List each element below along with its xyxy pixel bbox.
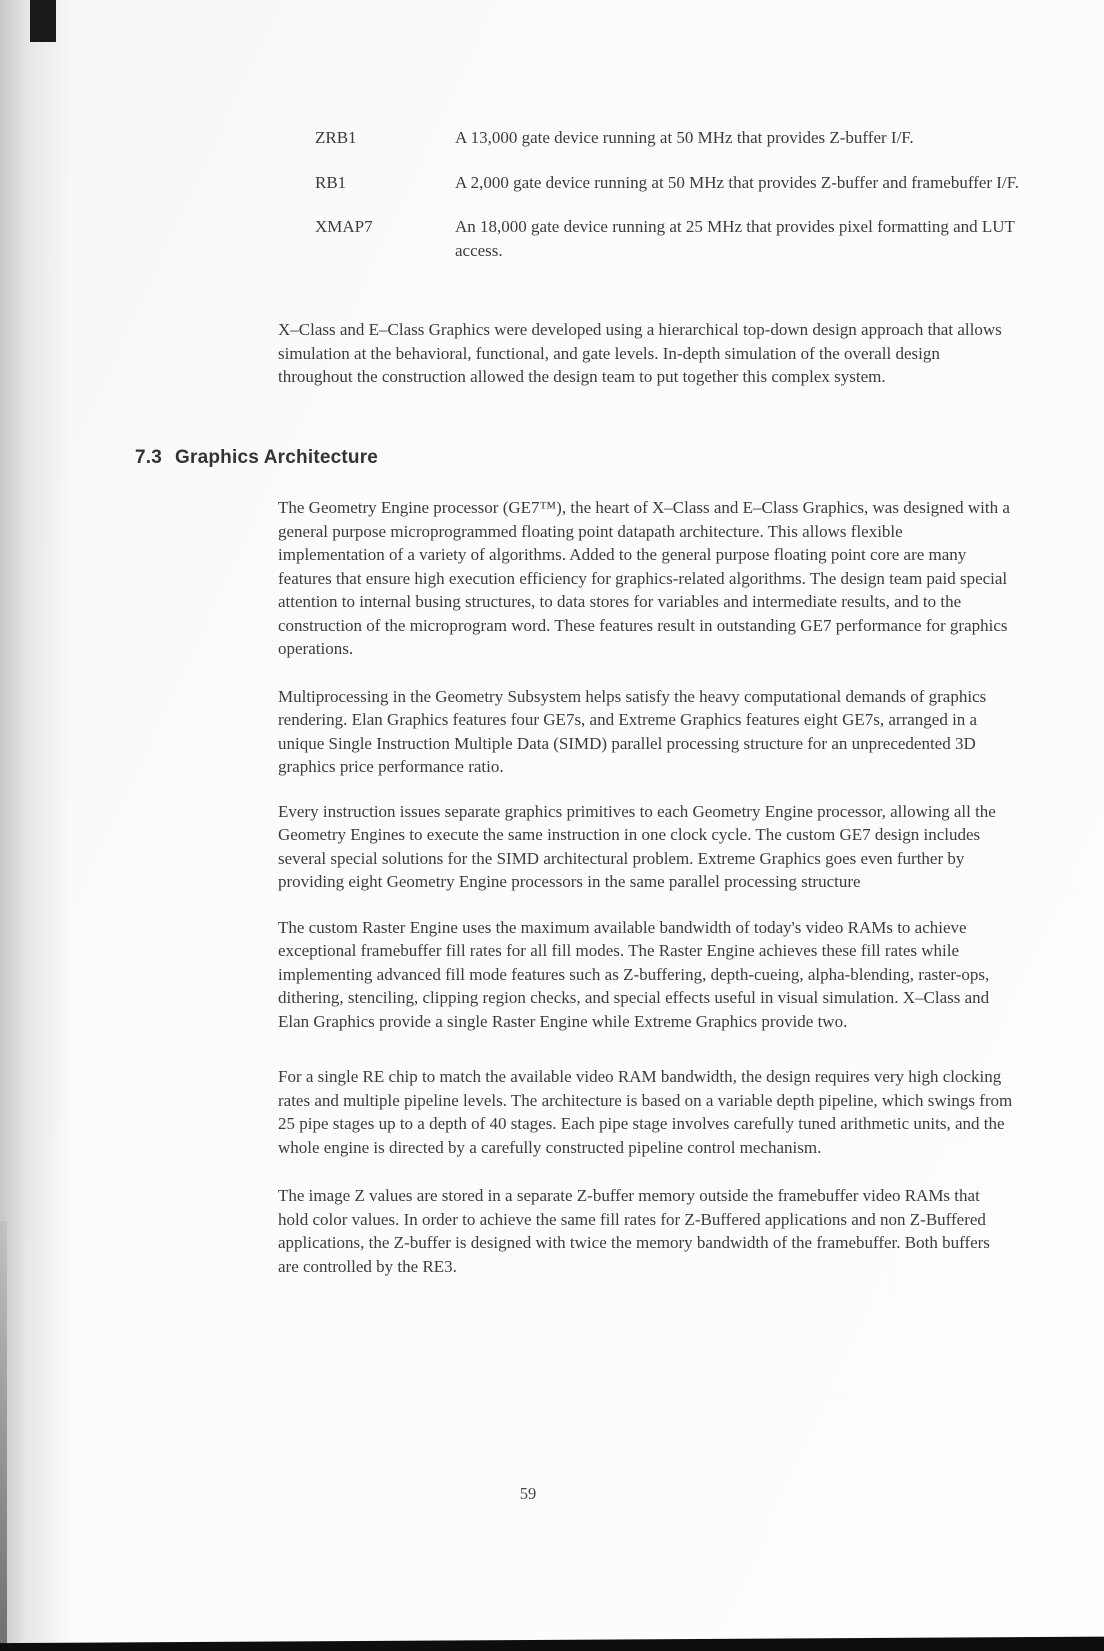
- definition-description: A 13,000 gate device running at 50 MHz that provides Z-buffer I/F.: [455, 128, 914, 147]
- section-body: [278, 496, 1013, 1278]
- body-paragraph-raster-engine: The custom Raster Engine uses the maximum available bandwidth of today's video RAMs to achieve exceptional framebuffer fill rates for all fill modes. The Raster Engine achieves these fill rates while implementing advanced fill mode features such as Z-buffering, depth-cueing, alpha-blending, raster-ops, dithering, stenciling, clipping region checks, and special effects useful in visual simulation. X–Class and Elan Graphics provide a single Raster Engine while Extreme Graphics provide two.: [278, 917, 990, 1031]
- scan-artifact-top-left: [30, 0, 56, 42]
- intro-paragraph: X–Class and E–Class Graphics were developed using a hierarchical top-down design approach that allows simulation at the behavioral, functional, and gate levels. In-depth simulation of the overall design throughout the construction allowed the design team to put together this complex system.: [278, 320, 1002, 386]
- body-paragraph-re-pipeline: For a single RE chip to match the available video RAM bandwidth, the design requires very high clocking rates and multiple pipeline levels. The architecture is based on a variable depth pipeline, which swings from 25 pipe stages up to a depth of 40 stages. Each pipe stage involves carefully tuned arithmetic units, and the whole engine is directed by a carefully constructed pipeline control mechanism.: [278, 1067, 1013, 1157]
- definition-term: XMAP7: [315, 217, 373, 236]
- definition-term: RB1: [315, 172, 347, 192]
- body-paragraph-zbuffer: The image Z values are stored in a separate Z-buffer memory outside the framebuffer video RAMs that hold color values. In order to achieve the same fill rates for Z-Buffered applications and non Z-Buffered applications, the Z-buffer is designed with twice the memory bandwidth of the framebuffer. Both buffers are controlled by the RE3.: [278, 1186, 990, 1276]
- body-paragraph-geometry-engine: The Geometry Engine processor (GE7™), the heart of X–Class and E–Class Graphics, was designed with a general purpose microprogrammed floating point datapath architecture. This allows flexible implementation of a variety of algorithms. Added to the general purpose floating point core are many features that ensure high execution efficiency for graphics-related algorithms. The design team paid special attention to internal busing structures, to data stores for variables and intermediate results, and to the construction of the microprogram word. These features result in outstanding GE7 performance for graphics operations.: [278, 498, 1010, 658]
- definition-row-zrb1: [315, 126, 1055, 150]
- body-paragraph-every-instruction: Every instruction issues separate graphics primitives to each Geometry Engine processor, allowing all the Geometry Engines to execute the same instruction in one clock cycle. The custom GE7 design includes several special solutions for the SIMD architectural problem. Extreme Graphics goes even further by providing eight Geometry Engine processors in the same parallel processing structure: [278, 801, 996, 891]
- definition-row-xmap7: [315, 215, 1055, 262]
- page-number: 59: [519, 1484, 537, 1503]
- section-number: 7.3: [135, 447, 163, 468]
- scan-left-edge-dark-strip: [0, 1221, 7, 1651]
- device-definition-list: [315, 126, 1055, 262]
- scan-bottom-bar: [0, 1633, 1104, 1651]
- definition-description: A 2,000 gate device running at 50 MHz that provides Z-buffer and framebuffer I/F.: [455, 172, 1020, 192]
- definition-term: ZRB1: [315, 128, 357, 147]
- section-title: Graphics Architecture: [175, 447, 379, 468]
- scan-left-edge-shading: [0, 0, 72, 1651]
- definition-description: An 18,000 gate device running at 25 MHz that provides pixel formatting and LUT access.: [455, 217, 1015, 260]
- definition-row-rb1: [315, 171, 1055, 195]
- body-paragraph-multiprocessing: Multiprocessing in the Geometry Subsystem helps satisfy the heavy computational demands of graphics rendering. Elan Graphics features four GE7s, and Extreme Graphics features eight GE7s, arranged in a unique Single Instruction Multiple Data (SIMD) parallel processing structure for an unprecedented 3D graphics price performance ratio.: [278, 686, 987, 776]
- section-heading: [135, 447, 378, 469]
